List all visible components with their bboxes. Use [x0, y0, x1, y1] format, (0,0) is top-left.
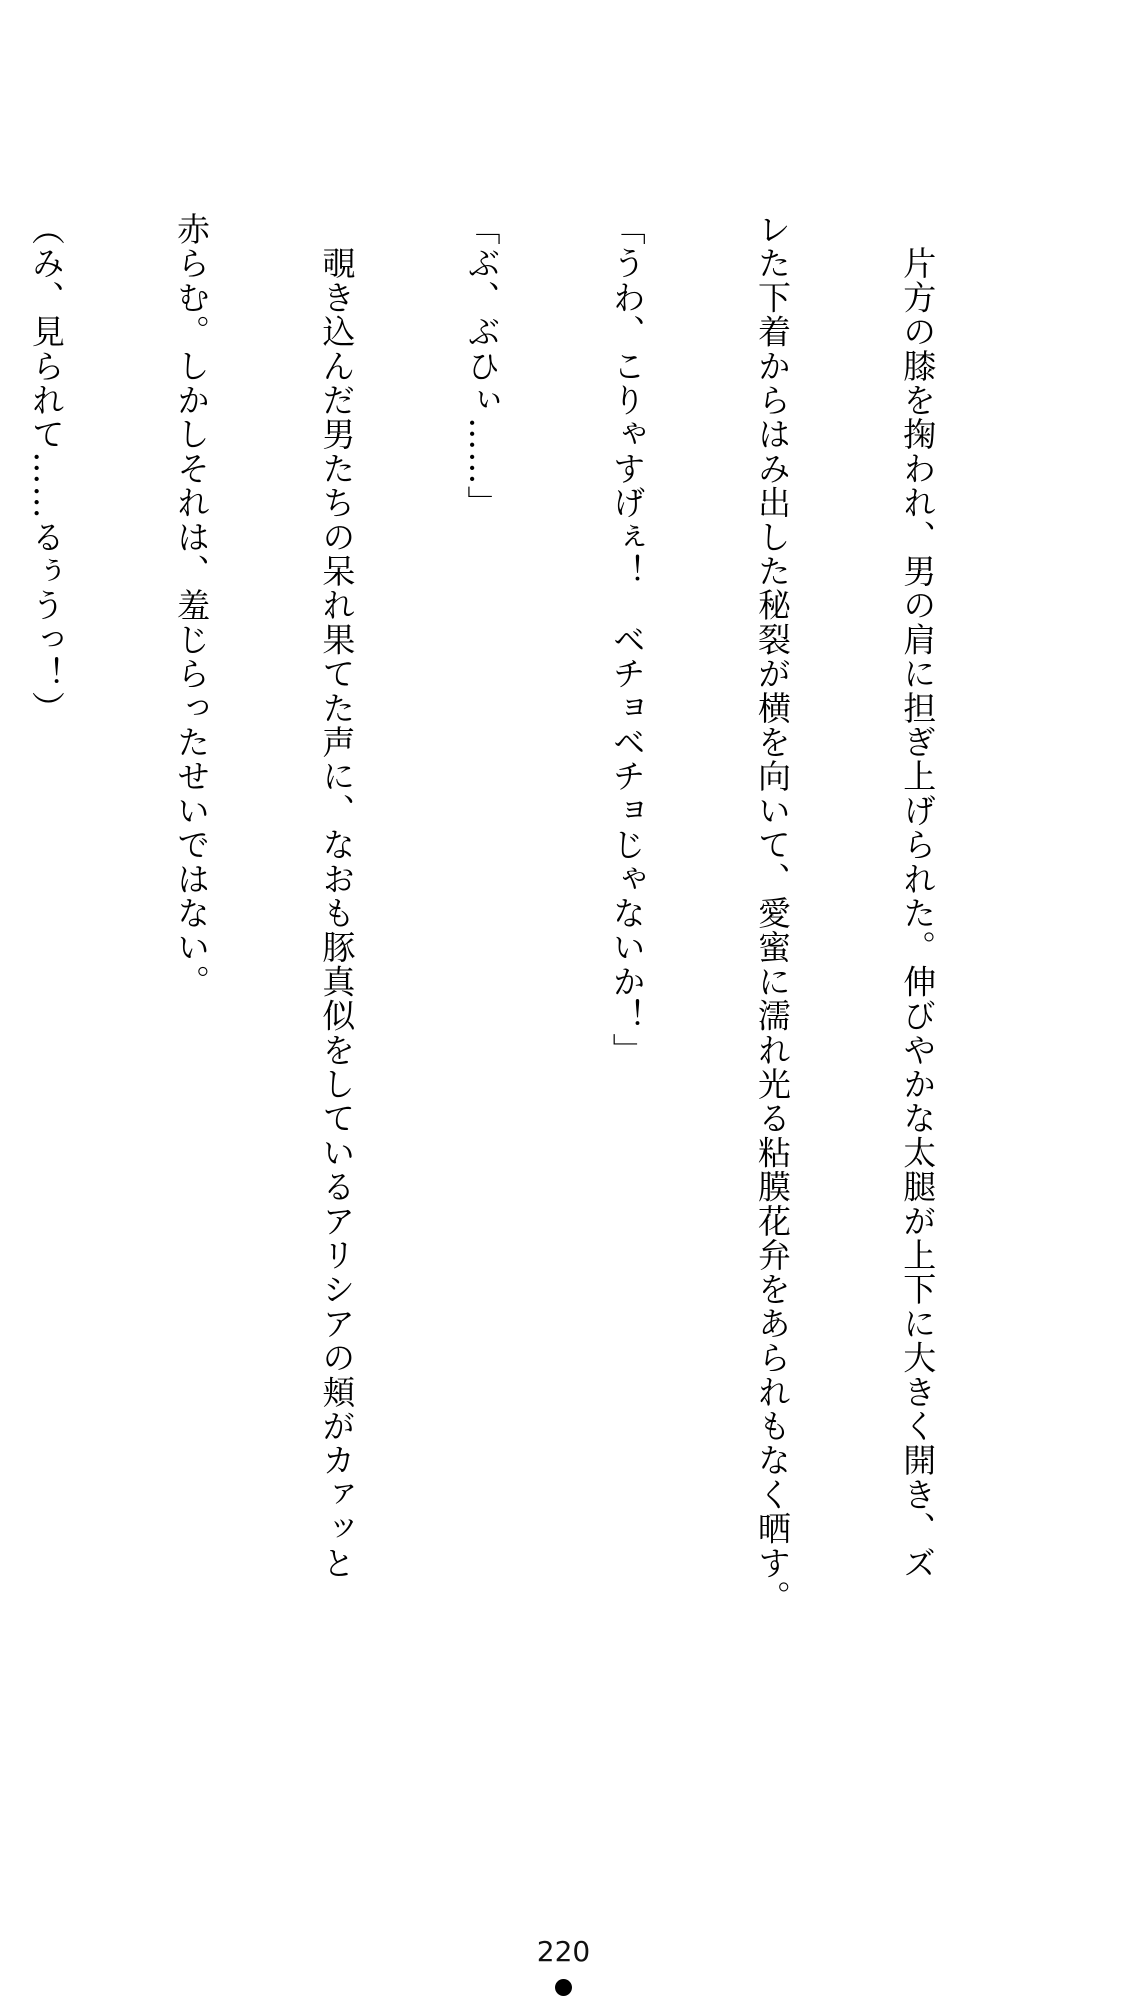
vertical-text-body	[26, 212, 1038, 1742]
text-line: 赤らむ。しかしそれは、羞じらったせいではない。	[172, 212, 212, 999]
page-number: 220	[536, 1935, 591, 1968]
text-line: 「ぶ、ぶひぃ……」	[462, 212, 502, 520]
page-marker-dot	[555, 1979, 572, 1996]
text-line: レた下着からはみ出した秘裂が横を向いて、愛蜜に濡れ光る粘膜花弁をあられもなく晒す。	[752, 212, 792, 1615]
text-line: 片方の膝を掬われ、男の肩に担ぎ上げられた。伸びやかな太腿が上下に大きく開き、ズ	[898, 212, 938, 1580]
text-line: （み、見られて……るぅうっ！）	[26, 212, 66, 725]
text-line: 覗き込んだ男たちの呆れ果てた声に、なおも豚真似をしているアリシアの頬がカァッと	[317, 212, 357, 1580]
text-line: 「うわ、こりゃすげぇ！ ベチョベチョじゃないか！」	[607, 212, 647, 1067]
